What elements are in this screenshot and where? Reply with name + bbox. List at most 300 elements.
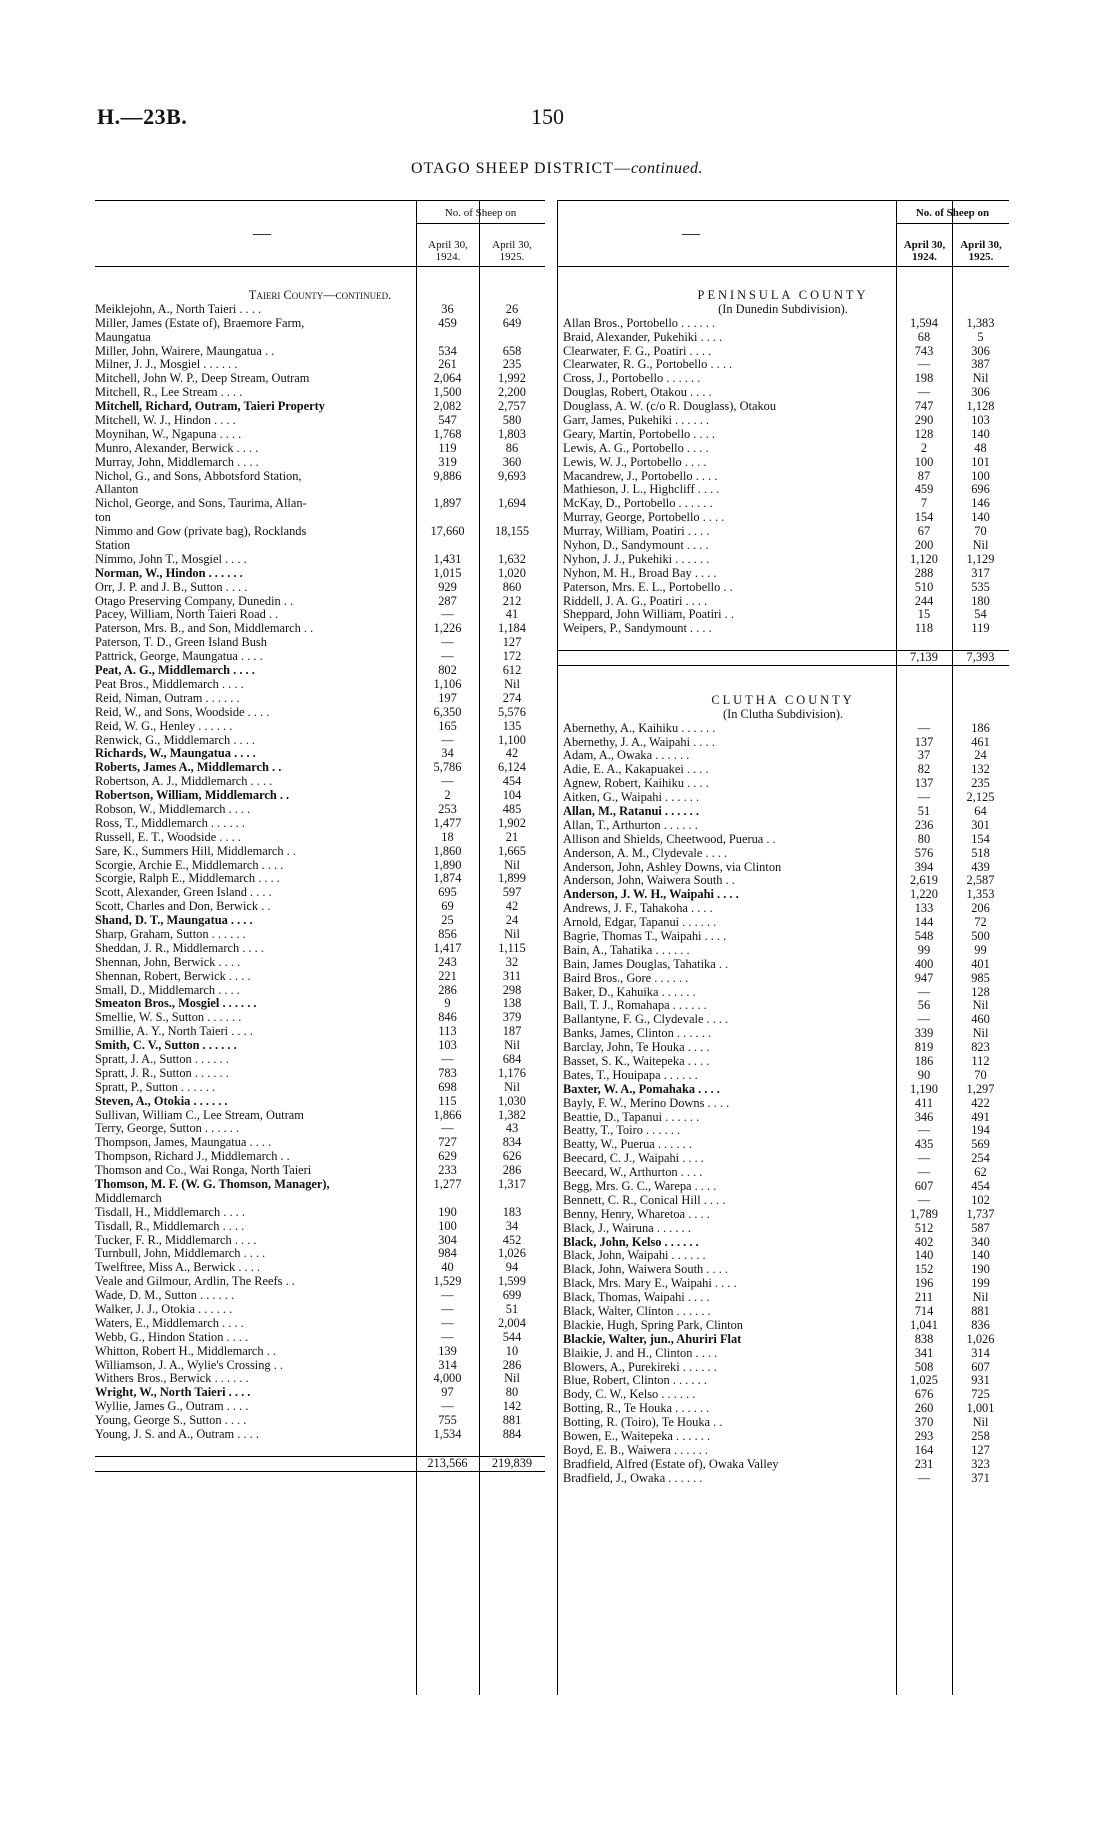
sheep-1925: 7,393 xyxy=(966,650,995,665)
table-row xyxy=(557,833,1009,847)
sheep-1925: 206 xyxy=(971,901,990,916)
owner-name: Milner, J. J., Mosgiel . . . . . . xyxy=(95,358,238,372)
sheep-1925: Nil xyxy=(504,857,520,872)
owner-name: Blowers, A., Purekireki . . . . . . xyxy=(563,1360,717,1374)
owner-name: Peat Bros., Middlemarch . . . . xyxy=(95,677,244,691)
sheep-1924: 100 xyxy=(438,1218,457,1233)
sheep-1924: 512 xyxy=(914,1220,934,1235)
owner-name: Black, John, Kelso . . . . . . xyxy=(563,1235,699,1249)
owner-name: Scott, Charles and Don, Berwick . . xyxy=(95,900,271,914)
sheep-1924: 370 xyxy=(914,1415,934,1430)
page-header-reference: H.—23B. xyxy=(97,104,188,129)
table-row xyxy=(95,1386,545,1400)
sheep-1925: Nil xyxy=(504,1371,520,1386)
owner-name: Banks, James, Clinton . . . . . . xyxy=(563,1027,711,1041)
sheep-1925: 43 xyxy=(505,1121,519,1136)
owner-name: Steven, A., Otokia . . . . . . xyxy=(95,1094,228,1108)
sheep-1924: 113 xyxy=(438,1024,457,1039)
table-row xyxy=(557,763,1009,777)
sheep-1924: 260 xyxy=(914,1401,934,1416)
table-row xyxy=(557,497,1009,511)
owner-name: Anderson, A. M., Clydevale . . . . xyxy=(563,846,728,860)
table-row xyxy=(557,400,1009,414)
owner-name: Smeaton Bros., Mosgiel . . . . . . xyxy=(95,997,257,1011)
owner-name: Cross, J., Portobello . . . . . . xyxy=(563,372,701,386)
table-row xyxy=(557,1124,1009,1138)
table-row xyxy=(95,1372,545,1386)
sheep-1925: 699 xyxy=(502,1288,522,1303)
owner-name: Mitchell, R., Lee Stream . . . . xyxy=(95,386,243,400)
table-row xyxy=(557,1430,1009,1444)
sheep-1924: 154 xyxy=(914,510,934,525)
sheep-1924: 17,660 xyxy=(430,524,465,539)
owner-name: Ross, T., Middlemarch . . . . . . xyxy=(95,816,245,830)
sheep-1925: 286 xyxy=(502,1357,522,1372)
sheep-1924: 576 xyxy=(914,845,934,860)
sheep-1924: — xyxy=(917,385,931,400)
sheep-1925: 102 xyxy=(971,1192,990,1207)
sheep-1924: — xyxy=(441,1121,454,1136)
owner-name: Ballantyne, F. G., Clydevale . . . . xyxy=(563,1013,729,1027)
sheep-1924: — xyxy=(917,357,931,372)
owner-name: Douglass, A. W. (c/o R. Douglass), Otakou xyxy=(563,400,777,414)
sheep-1924: — xyxy=(441,649,454,664)
owner-name: Abernethy, A., Kaihiku . . . . . . xyxy=(563,721,716,735)
sheep-1924: — xyxy=(441,1329,454,1344)
sheep-1925: 154 xyxy=(971,831,990,846)
table-row xyxy=(557,1333,1009,1347)
owner-name: PENINSULA COUNTY xyxy=(697,289,869,302)
owner-name: Russell, E. T., Woodside . . . . xyxy=(95,830,241,844)
sheep-1925: 2,125 xyxy=(966,790,995,805)
table-row xyxy=(95,1095,545,1109)
owner-name: Nichol, George, and Sons, Taurima, Allan- xyxy=(95,497,307,511)
sheep-1925: 1,129 xyxy=(966,551,995,566)
owner-name: Geary, Martin, Portobello . . . . xyxy=(563,427,715,441)
left-sheep-table xyxy=(95,200,545,1695)
sheep-1924: 1,025 xyxy=(910,1373,938,1388)
sheep-1924: 304 xyxy=(438,1232,457,1247)
sheep-1924: — xyxy=(917,1165,931,1180)
table-row xyxy=(95,358,545,372)
table-row xyxy=(557,1374,1009,1388)
sheep-1924: 51 xyxy=(917,803,931,818)
sheep-1924: 846 xyxy=(438,1010,457,1025)
sheep-1925: 626 xyxy=(502,1149,522,1164)
table-row xyxy=(557,386,1009,400)
sheep-1924: 82 xyxy=(917,762,931,777)
sheep-1924: 1,477 xyxy=(433,815,462,830)
owner-name: Miller, James (Estate of), Braemore Farm, xyxy=(95,316,305,330)
sheep-1925: 658 xyxy=(502,343,522,358)
left-table-rows xyxy=(95,289,545,1472)
sheep-1925: 311 xyxy=(502,968,522,983)
table-row xyxy=(557,511,1009,525)
sheep-1924: 2 xyxy=(920,440,928,455)
owner-name: Nyhon, M. H., Broad Bay . . . . xyxy=(563,566,717,580)
sheep-1924: 97 xyxy=(441,1385,454,1400)
sheep-1925: 138 xyxy=(502,996,522,1011)
sheep-1924: 1,594 xyxy=(910,315,938,330)
table-row xyxy=(557,888,1009,902)
sheep-1924: 2,064 xyxy=(433,371,462,386)
table-row xyxy=(95,789,545,803)
sheep-1924: 1,226 xyxy=(433,621,462,636)
sheep-1925: 235 xyxy=(502,357,522,372)
owner-name: Reid, Niman, Outram . . . . . . xyxy=(95,691,240,705)
sheep-1925: 881 xyxy=(971,1304,990,1319)
sheep-1925: 254 xyxy=(971,1151,990,1166)
sheep-1925: 1,383 xyxy=(966,315,995,330)
sheep-1924: 137 xyxy=(914,734,934,749)
table-row xyxy=(557,1208,1009,1222)
sheep-1925: Nil xyxy=(504,676,520,691)
sheep-1925: 274 xyxy=(502,690,522,705)
sheep-1925: 258 xyxy=(971,1429,990,1444)
sheep-1925: 286 xyxy=(502,1163,522,1178)
owner-name: Abernethy, J. A., Waipahi . . . . xyxy=(563,735,715,749)
sheep-1925: 72 xyxy=(974,915,987,930)
table-row xyxy=(557,1138,1009,1152)
table-row xyxy=(95,956,545,970)
owner-name: Mitchell, W. J., Hindon . . . . xyxy=(95,414,236,428)
table-row xyxy=(95,1025,545,1039)
sheep-1924: 25 xyxy=(441,913,454,928)
table-row xyxy=(95,553,545,567)
owner-name: Wright, W., North Taieri . . . . xyxy=(95,1386,251,1400)
sheep-1924: 714 xyxy=(914,1304,934,1319)
sheep-1924: — xyxy=(441,1302,454,1317)
sheep-1924: 727 xyxy=(438,1135,457,1150)
table-row xyxy=(95,511,545,525)
owner-name: Robertson, A. J., Middlemarch . . . . xyxy=(95,775,273,789)
owner-name: Smellie, W. S., Sutton . . . . . . xyxy=(95,1011,242,1025)
sheep-1924: 459 xyxy=(914,482,934,497)
owner-name: Sheddan, J. R., Middlemarch . . . . xyxy=(95,941,264,955)
owner-name: Beecard, C. J., Waipahi . . . . xyxy=(563,1152,704,1166)
sheep-1924: 103 xyxy=(438,1038,457,1053)
sheep-1924: — xyxy=(441,1051,454,1066)
page-title xyxy=(0,160,1114,178)
table-row xyxy=(557,847,1009,861)
sheep-1925: 535 xyxy=(971,579,990,594)
table-row xyxy=(95,1109,545,1123)
sheep-1925: 1,176 xyxy=(498,1065,526,1080)
table-row xyxy=(557,1236,1009,1250)
owner-name: Bradfield, J., Owaka . . . . . . xyxy=(563,1471,703,1485)
right-header-col-1924: April 30, 1924. xyxy=(903,239,946,263)
sheep-1925: 80 xyxy=(505,1385,519,1400)
table-row xyxy=(95,1428,545,1442)
sheep-1925: 24 xyxy=(974,748,987,763)
table-row xyxy=(557,1361,1009,1375)
owner-name: CLUTHA COUNTY xyxy=(711,693,855,707)
table-row xyxy=(95,1067,545,1081)
table-row xyxy=(95,886,545,900)
table-row xyxy=(95,692,545,706)
sheep-1925: 2,757 xyxy=(498,399,526,414)
sheep-1925: 18,155 xyxy=(494,524,530,539)
sheep-1925: 612 xyxy=(502,663,522,678)
sheep-1925: 212 xyxy=(502,593,522,608)
sheep-1924: 200 xyxy=(914,538,934,553)
owner-name: Anderson, John, Ashley Downs, via Clinton xyxy=(563,860,782,874)
sheep-1925: 1,737 xyxy=(966,1206,995,1221)
owner-name: Botting, R. (Toiro), Te Houka . . xyxy=(563,1416,723,1430)
table-row xyxy=(95,1011,545,1025)
owner-name: Robson, W., Middlemarch . . . . xyxy=(95,802,251,816)
owner-name: (In Dunedin Subdivision). xyxy=(718,302,848,316)
left-header-col-1924: April 30, 1924. xyxy=(428,239,468,263)
owner-name: Spratt, J. R., Sutton . . . . . . xyxy=(95,1066,229,1080)
right-table-header xyxy=(557,200,1009,267)
sheep-1925: 64 xyxy=(974,803,987,818)
owner-name: Nyhon, J. J., Pukehiki . . . . . . xyxy=(563,552,710,566)
right-header-dash: — xyxy=(682,223,700,243)
owner-name: Lewis, W. J., Portobello . . . . xyxy=(563,455,707,469)
sheep-1924: — xyxy=(441,1315,454,1330)
sheep-1925: 172 xyxy=(502,649,522,664)
sheep-1925: 306 xyxy=(971,343,990,358)
sheep-1924: 510 xyxy=(914,579,934,594)
sheep-1924: 7,139 xyxy=(910,650,938,665)
owner-name: Terry, George, Sutton . . . . . . xyxy=(95,1122,240,1136)
table-row xyxy=(557,666,1009,680)
owner-name: Taieri County—continued. xyxy=(248,289,392,302)
left-header-col-1925: April 30, 1925. xyxy=(492,239,532,263)
owner-name: Richards, W., Maungatua . . . . xyxy=(95,747,256,761)
owner-name: Wade, D. M., Sutton . . . . . . xyxy=(95,1289,235,1303)
sheep-1925: 454 xyxy=(502,774,522,789)
table-row xyxy=(95,1303,545,1317)
table-row xyxy=(95,1331,545,1345)
table-row xyxy=(95,1414,545,1428)
owner-name: Black, J., Wairuna . . . . . . xyxy=(563,1221,691,1235)
table-row xyxy=(95,317,545,331)
sheep-1924: 607 xyxy=(914,1179,934,1193)
owner-name: Scorgie, Archie E., Middlemarch . . . . xyxy=(95,858,284,872)
sheep-1925: 194 xyxy=(971,1123,990,1138)
table-row xyxy=(557,442,1009,456)
table-row xyxy=(95,372,545,386)
sheep-1925: 460 xyxy=(971,1012,990,1027)
sheep-1924: 676 xyxy=(914,1387,934,1402)
table-row xyxy=(557,902,1009,916)
table-row xyxy=(95,664,545,678)
sheep-1924: 287 xyxy=(438,593,457,608)
sheep-1925: 186 xyxy=(971,720,990,735)
sheep-1924: 213,566 xyxy=(427,1455,468,1470)
table-row xyxy=(557,1305,1009,1319)
table-row xyxy=(95,442,545,456)
sheep-1924: 1,897 xyxy=(433,496,462,511)
sheep-1924: 9,886 xyxy=(433,468,462,483)
table-row xyxy=(95,400,545,414)
sheep-1924: 286 xyxy=(438,982,457,997)
owner-name: Twelftree, Miss A., Berwick . . . . xyxy=(95,1261,260,1275)
sheep-1924: — xyxy=(441,1288,454,1303)
owner-name: Blue, Robert, Clinton . . . . . . xyxy=(563,1374,707,1388)
right-header-col-1925: April 30, 1925. xyxy=(960,239,1002,263)
sheep-1925: 42 xyxy=(505,746,519,761)
table-row xyxy=(557,608,1009,622)
table-row xyxy=(95,331,545,345)
owner-name: Allan, T., Arthurton . . . . . . xyxy=(563,818,698,832)
table-row xyxy=(557,414,1009,428)
table-row xyxy=(557,1111,1009,1125)
owner-name: Thompson, Richard J., Middlemarch . . xyxy=(95,1150,290,1164)
sheep-1925: 51 xyxy=(505,1302,519,1317)
sheep-1925: 6,124 xyxy=(498,760,526,775)
table-row xyxy=(557,874,1009,888)
owner-name: Nimmo, John T., Mosgiel . . . . xyxy=(95,552,247,566)
sheep-1925: 597 xyxy=(502,885,522,900)
owner-name: Barclay, John, Te Houka . . . . xyxy=(563,1041,710,1055)
sheep-1925: 569 xyxy=(971,1137,990,1152)
sheep-1925: 452 xyxy=(502,1232,522,1247)
owner-name: Otago Preserving Company, Dunedin . . xyxy=(95,594,294,608)
owner-name: Mathieson, J. L., Highcliff . . . . xyxy=(563,483,720,497)
sheep-1924: — xyxy=(441,635,454,650)
sheep-1925: 5,576 xyxy=(498,704,526,719)
table-row xyxy=(557,622,1009,636)
table-row xyxy=(557,1055,1009,1069)
table-row xyxy=(95,1220,545,1234)
sheep-1924: 87 xyxy=(917,468,931,483)
owner-name: Clearwater, F. G., Poatiri . . . . xyxy=(563,344,712,358)
owner-name: Norman, W., Hindon . . . . . . xyxy=(95,566,243,580)
sheep-1925: 587 xyxy=(971,1220,990,1235)
sheep-1924: 68 xyxy=(917,329,931,344)
sheep-1924: 1,431 xyxy=(433,551,462,566)
sheep-1925: 48 xyxy=(974,440,987,455)
table-row xyxy=(557,1249,1009,1263)
sheep-1924: 56 xyxy=(917,998,931,1013)
left-header-subrule xyxy=(416,223,545,224)
owner-name: Shennan, Robert, Berwick . . . . xyxy=(95,969,251,983)
owner-name: Riddell, J. A. G., Poatiri . . . . xyxy=(563,594,708,608)
sheep-1925: 183 xyxy=(502,1204,522,1219)
table-row xyxy=(95,1400,545,1414)
owner-name: Beecard, W., Arthurton . . . . xyxy=(563,1166,703,1180)
sheep-1924: 341 xyxy=(914,1345,934,1360)
table-row xyxy=(95,775,545,789)
sheep-1925: 834 xyxy=(502,1135,522,1150)
sheep-1925: 32 xyxy=(505,954,519,969)
table-row xyxy=(557,1347,1009,1361)
sheep-1925: 301 xyxy=(971,817,990,832)
sheep-1924: 80 xyxy=(917,831,931,846)
owner-name: Waters, E., Middlemarch . . . . xyxy=(95,1316,244,1330)
sheep-1925: 298 xyxy=(502,982,522,997)
sheep-1925: 1,992 xyxy=(498,371,526,386)
sheep-1924: 139 xyxy=(438,1343,457,1358)
sheep-1924: 1,866 xyxy=(433,1107,462,1122)
table-row xyxy=(557,1083,1009,1097)
sheep-1924: — xyxy=(441,774,454,789)
table-row xyxy=(95,1234,545,1248)
sheep-1924: 508 xyxy=(914,1359,934,1374)
sheep-1925: Nil xyxy=(504,926,520,941)
owner-name: Sullivan, William C., Lee Stream, Outram xyxy=(95,1108,304,1122)
owner-name: Bain, A., Tahatika . . . . . . xyxy=(563,943,690,957)
table-row xyxy=(95,289,545,303)
sheep-1925: 1,665 xyxy=(498,843,526,858)
sheep-1924: 319 xyxy=(438,454,457,469)
sheep-1924: 314 xyxy=(438,1357,457,1372)
sheep-1924: 165 xyxy=(438,718,457,733)
sheep-1924: 115 xyxy=(438,1093,457,1108)
sheep-1924: — xyxy=(917,1470,931,1485)
sheep-1924: 1,534 xyxy=(433,1427,462,1442)
sheep-1924: 2,619 xyxy=(910,873,938,888)
table-row xyxy=(557,972,1009,986)
sheep-1925: 190 xyxy=(971,1262,990,1277)
sheep-1924: — xyxy=(917,720,931,735)
sheep-1924: 402 xyxy=(914,1234,934,1249)
table-row xyxy=(95,1178,545,1192)
owner-name: Macandrew, J., Portobello . . . . xyxy=(563,469,718,483)
owner-name: Tisdall, H., Middlemarch . . . . xyxy=(95,1205,245,1219)
subdivision-heading xyxy=(557,303,1009,317)
sheep-1925: 94 xyxy=(505,1260,519,1275)
sheep-1925: 485 xyxy=(502,801,522,816)
table-row xyxy=(557,986,1009,1000)
sheep-1924: 37 xyxy=(917,748,931,763)
owner-name: Pacey, William, North Taieri Road . . xyxy=(95,608,279,622)
owner-name: Pattrick, George, Maungatua . . . . xyxy=(95,650,263,664)
sheep-1924: 5,786 xyxy=(433,760,462,775)
sheep-1924: 534 xyxy=(438,343,457,358)
sheep-1925: 119 xyxy=(971,621,990,636)
table-row xyxy=(557,595,1009,609)
owner-name: Beatty, W., Puerua . . . . . . xyxy=(563,1138,692,1152)
table-row xyxy=(557,1291,1009,1305)
sheep-1925: 1,317 xyxy=(498,1177,526,1191)
page-title-continued: continued. xyxy=(630,160,704,177)
table-row xyxy=(557,749,1009,763)
table-row xyxy=(95,970,545,984)
owner-name: Mitchell, John W. P., Deep Stream, Outram xyxy=(95,372,310,386)
table-row xyxy=(95,1192,545,1206)
sheep-1924: 695 xyxy=(438,885,457,900)
table-row xyxy=(557,1027,1009,1041)
table-row xyxy=(95,845,545,859)
sheep-1925: 387 xyxy=(971,357,990,372)
table-row xyxy=(557,539,1009,553)
sheep-1924: 144 xyxy=(914,915,934,930)
table-row xyxy=(557,1069,1009,1083)
table-row xyxy=(95,414,545,428)
sheep-1925: 54 xyxy=(974,607,987,622)
owner-name: Baker, D., Kahuika . . . . . . xyxy=(563,985,696,999)
table-row xyxy=(557,1166,1009,1180)
table-row xyxy=(95,914,545,928)
table-row xyxy=(557,958,1009,972)
sheep-1925: 2,587 xyxy=(966,873,995,888)
sheep-1924: — xyxy=(917,1151,931,1166)
table-row xyxy=(95,984,545,998)
table-row xyxy=(557,930,1009,944)
sheep-1925: 323 xyxy=(971,1456,990,1471)
sheep-1925: 1,128 xyxy=(966,399,995,414)
sheep-1925: Nil xyxy=(504,1079,520,1094)
sheep-1925: 5 xyxy=(977,329,984,344)
sheep-1924: 547 xyxy=(438,413,457,428)
table-row xyxy=(95,428,545,442)
sheep-1925: 99 xyxy=(974,942,987,957)
table-row xyxy=(557,525,1009,539)
